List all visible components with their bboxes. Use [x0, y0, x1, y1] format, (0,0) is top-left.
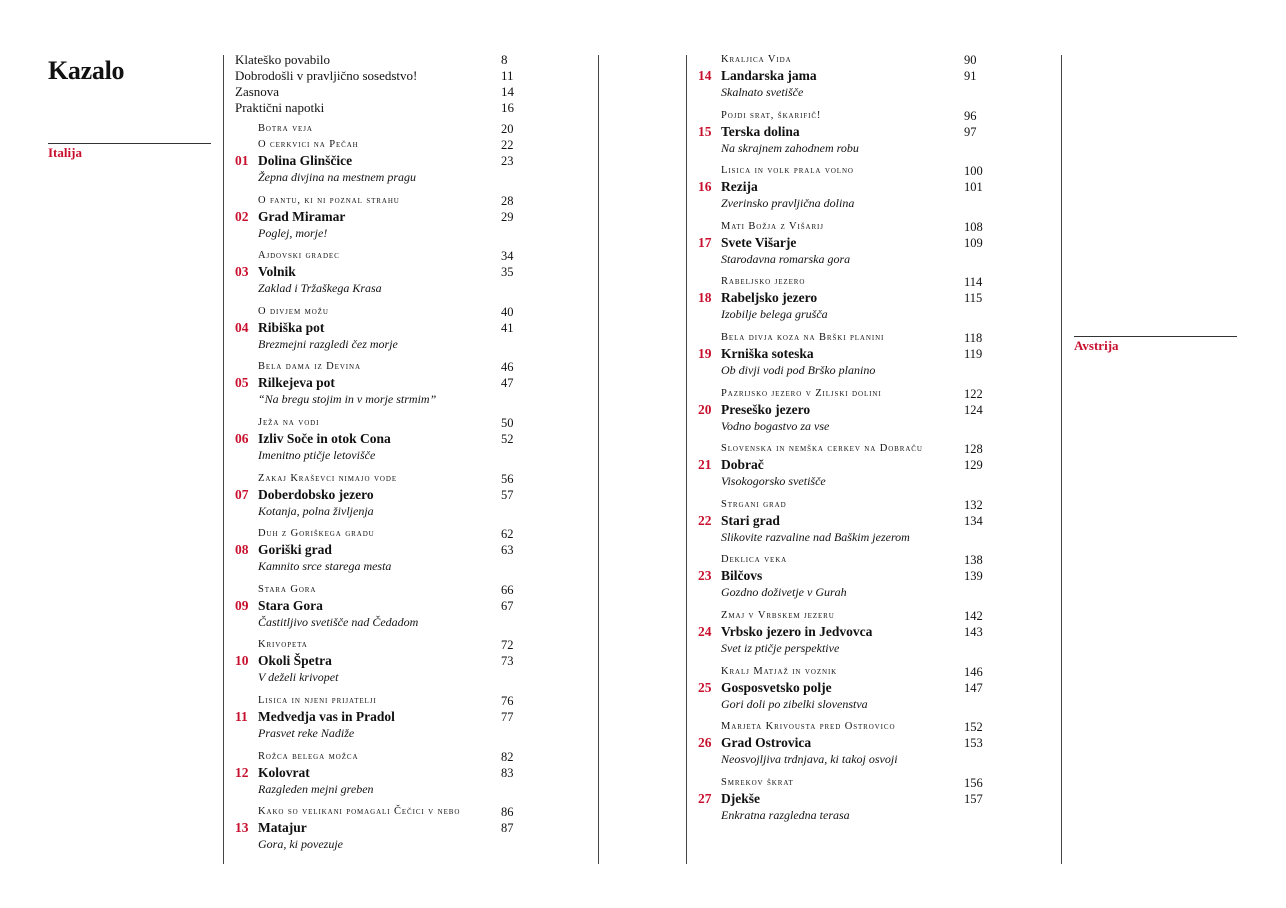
toc-title: Volnik: [258, 264, 296, 280]
toc-entry-number: 08: [235, 542, 249, 558]
toc-title-row: [698, 346, 1008, 362]
region-divider-italija: [48, 143, 211, 144]
toc-kicker: Lisica in njeni prijatelji: [258, 694, 377, 706]
toc-title-row: [698, 624, 1008, 640]
toc-kicker-row: [698, 219, 1008, 235]
toc-entry-number: 01: [235, 153, 249, 168]
toc-kicker: Strgani grad: [721, 498, 787, 510]
toc-subtitle: Prasvet reke Nadiže: [258, 725, 355, 740]
toc-subtitle-row: [698, 362, 1008, 378]
toc-kicker-page: 128: [964, 442, 983, 457]
toc-kicker-row: [698, 330, 1008, 346]
toc-kicker-page: 156: [964, 775, 983, 790]
toc-subtitle-row: [235, 336, 535, 352]
toc-kicker: Zakaj Kraševci nimajo vode: [258, 472, 397, 484]
toc-entry-number: 24: [698, 623, 712, 639]
intro-label: Praktični napotki: [235, 100, 325, 115]
toc-subtitle: Svet iz ptičje perspektive: [721, 640, 840, 655]
toc-entry-number: 10: [235, 653, 249, 669]
intro-item[interactable]: [235, 100, 535, 116]
toc-kicker-row: [235, 415, 535, 431]
toc-subtitle-row: [235, 280, 535, 296]
toc-kicker: O fantu, ki ni poznal strahu: [258, 194, 400, 206]
intro-label: Klateško povabilo: [235, 52, 330, 67]
toc-entry[interactable]: [698, 775, 1008, 831]
toc-title-page: 139: [964, 569, 983, 584]
toc-title-page: 157: [964, 791, 983, 806]
toc-title-row: [698, 568, 1008, 584]
toc-entry[interactable]: [698, 52, 1008, 108]
toc-title: Medvedja vas in Pradol: [258, 708, 395, 724]
intro-label: Zasnova: [235, 84, 280, 99]
toc-subtitle-row: [698, 84, 1008, 100]
toc-entry-number: 04: [235, 319, 249, 335]
intro-page: 11: [501, 68, 514, 83]
toc-entry-number: 20: [698, 401, 712, 417]
toc-subtitle: Gori doli po zibelki slovenstva: [721, 696, 868, 711]
toc-kicker-page: 22: [501, 138, 514, 152]
toc-kicker-row: [235, 693, 535, 709]
toc-title-row: [235, 542, 535, 558]
toc-subtitle: Zaklad i Tržaškega Krasa: [258, 281, 382, 296]
toc-subtitle: Vodno bogastvo za vse: [721, 418, 830, 433]
toc-entry[interactable]: [235, 193, 535, 249]
toc-kicker-page: 142: [964, 608, 983, 623]
toc-subtitle-row: [698, 418, 1008, 434]
toc-subtitle-row: [698, 584, 1008, 600]
toc-title-page: 97: [964, 124, 977, 139]
toc-title-page: 143: [964, 624, 983, 639]
toc-title-page: 147: [964, 680, 983, 695]
toc-subtitle: Razgleden mejni greben: [258, 781, 374, 796]
intro-page: 14: [501, 84, 514, 99]
toc-kicker: Ježa na vodi: [258, 416, 320, 428]
toc-title: Stara Gora: [258, 597, 323, 613]
toc-entry[interactable]: [698, 552, 1008, 608]
toc-entry[interactable]: [698, 163, 1008, 219]
toc-kicker-page: 86: [501, 805, 514, 820]
toc-kicker: Rabeljsko jezero: [721, 276, 806, 288]
toc-subtitle: Žepna divjina na mestnem pragu: [258, 170, 416, 184]
column-divider: [686, 55, 687, 864]
toc-entry-number: 06: [235, 430, 249, 446]
toc-entry[interactable]: [698, 108, 1008, 164]
toc-entry[interactable]: [235, 359, 535, 415]
toc-kicker-page: 108: [964, 219, 983, 234]
toc-subtitle: Enkratna razgledna terasa: [721, 807, 850, 822]
toc-kicker-row: [235, 471, 535, 487]
toc-title: Svete Višarje: [721, 234, 797, 250]
toc-subtitle-row: [235, 558, 535, 574]
toc-kicker: Bela divja koza na Brški planini: [721, 331, 885, 343]
page-title: Kazalo: [48, 56, 125, 85]
toc-kicker-page: 114: [964, 275, 983, 290]
toc-title-page: 124: [964, 402, 983, 417]
region-divider-avstrija: [1074, 336, 1237, 337]
toc-title-page: 134: [964, 513, 983, 528]
toc-column-right: [698, 52, 1008, 830]
toc-subtitle-row: [698, 640, 1008, 656]
toc-entry-number: 02: [235, 208, 249, 224]
toc-title-row: [698, 124, 1008, 140]
toc-entry[interactable]: [235, 304, 535, 360]
toc-entry[interactable]: [235, 526, 535, 582]
toc-kicker-row: [235, 304, 535, 320]
toc-kicker-page: 122: [964, 386, 983, 401]
toc-title: Ribiška pot: [258, 319, 325, 335]
toc-subtitle: Častitljivo svetišče nad Čedadom: [258, 614, 419, 629]
toc-kicker: Lisica in volk prala volno: [721, 165, 854, 177]
toc-entry-number: 26: [698, 735, 712, 751]
toc-entry-number: 21: [698, 457, 712, 473]
toc-subtitle: Starodavna romarska gora: [721, 251, 851, 266]
toc-kicker: Krivopeta: [258, 639, 308, 651]
toc-kicker: Deklica veka: [721, 554, 788, 566]
toc-kicker: O cerkvici na Pečah: [258, 139, 359, 150]
toc-title: Bilčovs: [721, 568, 763, 584]
toc-kicker-page: 96: [964, 108, 977, 123]
toc-kicker-row: [235, 137, 535, 153]
toc-subtitle-row: [698, 140, 1008, 156]
toc-title-row: [235, 264, 535, 280]
toc-title: Preseško jezero: [721, 401, 811, 417]
toc-entry-number: 23: [698, 568, 712, 584]
toc-title-row: [698, 290, 1008, 306]
toc-subtitle-row: [235, 836, 535, 852]
toc-entry[interactable]: [235, 637, 535, 693]
toc-entry[interactable]: [698, 497, 1008, 553]
toc-title-page: 153: [964, 736, 983, 751]
intro-item[interactable]: [235, 52, 535, 68]
toc-subtitle: V deželi krivopet: [258, 670, 339, 685]
toc-subtitle: Visokogorsko svetišče: [721, 474, 826, 489]
toc-subtitle: Neosvojljiva trdnjava, ki takoj osvoji: [721, 752, 898, 767]
toc-subtitle-row: [235, 669, 535, 685]
toc-title: Djekše: [721, 790, 760, 806]
toc-kicker-row: [698, 163, 1008, 179]
toc-title-row: [235, 598, 535, 614]
toc-title-row: [235, 487, 535, 503]
toc-kicker-page: 56: [501, 471, 514, 486]
toc-title: Gosposvetsko polje: [721, 679, 832, 695]
toc-title-page: 29: [501, 209, 514, 224]
toc-title: Okoli Špetra: [258, 653, 332, 669]
toc-title: Grad Miramar: [258, 208, 346, 224]
toc-entry[interactable]: [235, 749, 535, 805]
toc-entry[interactable]: [698, 219, 1008, 275]
toc-title: Izliv Soče in otok Cona: [258, 430, 391, 446]
toc-title-row: [235, 431, 535, 447]
toc-title: Rezija: [721, 179, 758, 195]
intro-page: 16: [501, 100, 514, 115]
toc-kicker-row: [698, 719, 1008, 735]
toc-subtitle: Na skrajnem zahodnem robu: [721, 140, 859, 155]
toc-title-page: 101: [964, 180, 983, 195]
toc-title-page: 35: [501, 265, 514, 280]
toc-kicker-row: [698, 552, 1008, 568]
toc-title-row: [235, 820, 535, 836]
toc-subtitle-row: [235, 781, 535, 797]
toc-kicker: Marjeta Krivousta pred Ostrovico: [721, 721, 896, 733]
toc-kicker: Duh z Goriškega gradu: [258, 528, 375, 540]
toc-kicker: Pazrijsko jezero v Ziljski dolini: [721, 387, 882, 399]
toc-title-row: [235, 375, 535, 391]
toc-entry[interactable]: [698, 441, 1008, 497]
toc-title-row: [698, 235, 1008, 251]
toc-subtitle-row: [235, 614, 535, 630]
toc-kicker: Slovenska in nemška cerkev na Dobraču: [721, 443, 923, 455]
toc-title-row: [698, 402, 1008, 418]
toc-kicker-page: 62: [501, 527, 514, 542]
toc-title-page: 91: [964, 69, 977, 83]
toc-subtitle: Gozdno doživetje v Gurah: [721, 585, 847, 600]
toc-subtitle-row: [698, 251, 1008, 267]
toc-title-row: [235, 765, 535, 781]
toc-kicker-row: [698, 441, 1008, 457]
toc-title-row: [235, 209, 535, 225]
toc-title-row: [698, 680, 1008, 696]
toc-kicker-row: [235, 359, 535, 375]
toc-subtitle-row: [235, 225, 535, 241]
toc-kicker: Mati Božja z Višarij: [721, 220, 824, 232]
toc-title-page: 41: [501, 320, 514, 335]
toc-subtitle-row: [698, 696, 1008, 712]
toc-kicker-row: [235, 804, 535, 820]
toc-entry-number: 22: [698, 512, 712, 528]
toc-subtitle-row: [235, 447, 535, 463]
toc-title: Rabeljsko jezero: [721, 290, 818, 306]
toc-title-row: [698, 68, 1008, 84]
toc-kicker-page: 90: [964, 53, 977, 67]
toc-subtitle: “Na bregu stojim in v morje strmim”: [258, 392, 437, 407]
toc-title: Dobrač: [721, 457, 764, 473]
toc-title: Terska dolina: [721, 123, 800, 139]
toc-kicker: Zmaj v Vrbskem jezeru: [721, 609, 835, 621]
toc-kicker-page: 46: [501, 360, 514, 375]
toc-entry-number: 14: [698, 68, 712, 83]
toc-kicker-row: [698, 386, 1008, 402]
toc-entry[interactable]: [698, 719, 1008, 775]
toc-entry-number: 11: [235, 708, 248, 724]
toc-kicker-page: 76: [501, 693, 514, 708]
toc-subtitle-row: [698, 473, 1008, 489]
toc-subtitle: Brezmejni razgledi čez morje: [258, 336, 398, 351]
toc-entry-number: 05: [235, 375, 249, 391]
toc-kicker-row: [698, 608, 1008, 624]
intro-label: Dobrodošli v pravljično sosedstvo!: [235, 68, 418, 83]
toc-kicker: Smrekov škrat: [721, 776, 794, 788]
toc-lead-row: [235, 121, 535, 137]
toc-title: Kolovrat: [258, 764, 310, 780]
toc-kicker-row: [235, 637, 535, 653]
toc-kicker: O divjem možu: [258, 305, 329, 317]
toc-entry-number: 27: [698, 790, 712, 806]
toc-title-row: [698, 513, 1008, 529]
toc-kicker: Rožca belega možca: [258, 750, 359, 762]
toc-entry[interactable]: [235, 471, 535, 527]
toc-title-page: 47: [501, 376, 514, 391]
toc-kicker-page: 40: [501, 304, 514, 319]
toc-entry-number: 13: [235, 820, 249, 836]
toc-title-row: [235, 709, 535, 725]
column-divider: [223, 55, 224, 864]
toc-kicker: Ajdovski gradec: [258, 250, 340, 262]
toc-subtitle: Kamnito srce starega mesta: [258, 559, 392, 574]
toc-title-page: 23: [501, 154, 514, 168]
toc-kicker: Kako so velikani pomagali Čečici v nebo: [258, 806, 461, 818]
toc-entry-number: 09: [235, 597, 249, 613]
toc-kicker-row: [235, 248, 535, 264]
region-label-italija: Italija: [48, 145, 82, 160]
toc-kicker: Bela dama iz Devina: [258, 361, 361, 373]
toc-title-row: [698, 735, 1008, 751]
toc-subtitle: Zverinsko pravljična dolina: [721, 196, 855, 211]
toc-entry-number: 16: [698, 179, 712, 195]
toc-kicker-page: 72: [501, 638, 514, 653]
toc-title-page: 119: [964, 346, 983, 361]
toc-kicker-row: [698, 108, 1008, 124]
toc-entry-number: 18: [698, 290, 712, 306]
toc-subtitle: Slikovite razvaline nad Baškim jezerom: [721, 529, 910, 544]
toc-kicker-row: [235, 193, 535, 209]
toc-title: Rilkejeva pot: [258, 375, 335, 391]
toc-entry[interactable]: [235, 693, 535, 749]
intro-page: 8: [501, 52, 508, 67]
intro-item[interactable]: [235, 84, 535, 100]
toc-entry[interactable]: [235, 248, 535, 304]
toc-title: Goriški grad: [258, 542, 332, 558]
toc-entry-number: 15: [698, 123, 712, 139]
toc-title-page: 77: [501, 709, 514, 724]
toc-subtitle-row: [698, 751, 1008, 767]
toc-title-page: 83: [501, 765, 514, 780]
toc-kicker-row: [698, 775, 1008, 791]
toc-lead-page: 20: [501, 122, 514, 136]
toc-title-page: 52: [501, 431, 514, 446]
toc-subtitle: Poglej, morje!: [258, 225, 328, 240]
toc-entry[interactable]: [698, 608, 1008, 664]
toc-title: Landarska jama: [721, 68, 817, 83]
toc-title-page: 73: [501, 654, 514, 669]
toc-kicker-page: 28: [501, 193, 514, 208]
toc-title: Vrbsko jezero in Jedvovca: [721, 623, 873, 639]
toc-kicker-row: [235, 526, 535, 542]
toc-kicker-row: [235, 582, 535, 598]
toc-title: Grad Ostrovica: [721, 735, 812, 751]
toc-subtitle: Kotanja, polna življenja: [258, 503, 374, 518]
toc-title-page: 87: [501, 821, 514, 836]
toc-kicker-page: 34: [501, 249, 514, 264]
toc-kicker: Pojdi srat, škarifič!: [721, 109, 822, 121]
toc-subtitle-row: [698, 807, 1008, 823]
toc-kicker-row: [698, 497, 1008, 513]
toc-entry-number: 12: [235, 764, 249, 780]
toc-subtitle-row: [235, 169, 535, 185]
toc-entry-number: 19: [698, 345, 712, 361]
toc-subtitle: Ob divji vodi pod Brško planino: [721, 362, 876, 377]
toc-kicker-page: 100: [964, 164, 983, 179]
toc-entry[interactable]: [235, 415, 535, 471]
toc-subtitle: Gora, ki povezuje: [258, 837, 343, 852]
toc-entry-number: 17: [698, 234, 712, 250]
toc-subtitle-row: [235, 391, 535, 407]
toc-entry-number: 25: [698, 679, 712, 695]
toc-title-page: 63: [501, 543, 514, 558]
toc-entry-number: 07: [235, 486, 249, 502]
toc-kicker-page: 50: [501, 415, 514, 430]
toc-kicker-page: 152: [964, 720, 983, 735]
toc-kicker-row: [698, 664, 1008, 680]
column-divider: [598, 55, 599, 864]
toc-kicker-page: 118: [964, 330, 983, 345]
toc-title-page: 67: [501, 598, 514, 613]
toc-title-page: 115: [964, 291, 983, 306]
toc-kicker-page: 138: [964, 553, 983, 568]
toc-title: Doberdobsko jezero: [258, 486, 374, 502]
toc-kicker-page: 146: [964, 664, 983, 679]
toc-kicker: Kralj Matjaž in voznik: [721, 665, 838, 677]
toc-title-row: [235, 320, 535, 336]
toc-kicker-page: 132: [964, 497, 983, 512]
toc-title-row: [235, 153, 535, 169]
toc-entry[interactable]: [235, 804, 535, 860]
toc-kicker-row: [235, 749, 535, 765]
column-divider: [1061, 55, 1062, 864]
toc-entry[interactable]: [698, 274, 1008, 330]
toc-title-page: 57: [501, 487, 514, 502]
toc-column-left: [235, 52, 535, 860]
toc-subtitle-row: [698, 306, 1008, 322]
toc-subtitle: Skalnato svetišče: [721, 85, 804, 99]
toc-title-row: [698, 791, 1008, 807]
toc-title-page: 129: [964, 458, 983, 473]
toc-kicker: Kraljica Vida: [721, 54, 792, 65]
toc-title: Matajur: [258, 820, 307, 836]
toc-subtitle: Izobilje belega grušča: [721, 307, 828, 322]
toc-entry[interactable]: [235, 121, 535, 193]
toc-entry[interactable]: [698, 330, 1008, 386]
toc-kicker-row: [698, 274, 1008, 290]
toc-title-page: 109: [964, 235, 983, 250]
toc-entry[interactable]: [698, 386, 1008, 442]
intro-item[interactable]: [235, 68, 535, 84]
toc-title-row: [235, 653, 535, 669]
toc-subtitle: Imenitno ptičje letovišče: [258, 447, 376, 462]
toc-kicker-page: 66: [501, 582, 514, 597]
toc-subtitle-row: [235, 725, 535, 741]
toc-title-row: [698, 179, 1008, 195]
toc-entry-number: 03: [235, 264, 249, 280]
toc-kicker-page: 82: [501, 749, 514, 764]
toc-entry[interactable]: [235, 582, 535, 638]
toc-lead-kicker: Botra veja: [258, 123, 313, 134]
toc-kicker-row: [698, 52, 1008, 68]
toc-title-row: [698, 457, 1008, 473]
toc-kicker: Stara Gora: [258, 583, 317, 595]
toc-title: Krniška soteska: [721, 345, 814, 361]
toc-title: Stari grad: [721, 512, 780, 528]
toc-title: Dolina Glinščice: [258, 153, 353, 168]
toc-entry[interactable]: [698, 664, 1008, 720]
toc-subtitle-row: [235, 503, 535, 519]
region-label-avstrija: Avstrija: [1074, 338, 1119, 353]
toc-subtitle-row: [698, 195, 1008, 211]
toc-subtitle-row: [698, 529, 1008, 545]
